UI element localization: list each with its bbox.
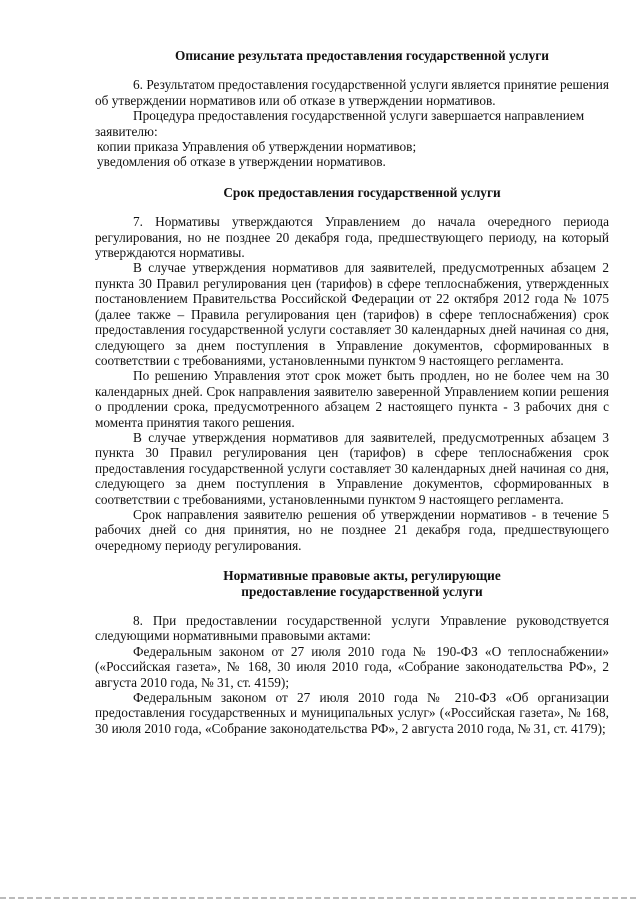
section-heading-term: Срок предоставления государственной услуги	[223, 184, 501, 200]
paragraph: Срок направления заявителю решения об утверждении нормативов - в течение 5 рабочих дней со дня принятия, но не позднее 21 декабря года, предшествующего очередному периоду регулирования.	[95, 506, 609, 553]
list-item: копии приказа Управления об утверждении нормативов;	[97, 139, 417, 155]
list-item: уведомления об отказе в утверждении нормативов.	[97, 154, 386, 170]
section-heading-acts-line2: предоставление государственной услуги	[241, 583, 483, 599]
paragraph: В случае утверждения нормативов для заявителей, предусмотренных абзацем 3 пункта 30 Правил регулирования цен (тарифов) в сфере теплоснабжения срок предоставления государственной услуги составляет 30 календарных дней начиная со дня, следующего за днем поступления в Управление документов, сформированных в соответствии с требованиями, установленными пунктом 9 настоящего регламента.	[95, 429, 609, 507]
paragraph: 7. Нормативы утверждаются Управлением до начала очередного периода регулирования, но не позднее 20 декабря года, предшествующего периоду, на который утверждаются нормативы.	[95, 214, 609, 261]
paragraph: Процедура предоставления государственной услуги завершается направлением заявителю:	[95, 108, 585, 139]
section-heading-acts	[95, 568, 609, 599]
paragraph: По решению Управления этот срок может быть продлен, но не более чем на 30 календарных дней. Срок направления заявителю заверенной Управлением копии решения о продлении срока, предусмотренного абзацем 2 настоящего пункта - 3 рабочих дня с момента принятия такого решения.	[95, 368, 609, 430]
scan-edge-line	[0, 897, 639, 899]
paragraph: 6. Результатом предоставления государственной услуги является принятие решения об утверждении нормативов или об отказе в утверждении нормативов.	[95, 77, 609, 108]
section-heading-acts-line1: Нормативные правовые акты, регулирующие	[223, 568, 501, 584]
paragraph: Федеральным законом от 27 июля 2010 года № 210-ФЗ «Об организации предоставления государственных и муниципальных услуг» («Российская газета», № 168, 30 июля 2010 года, «Собрание законодательства РФ», 2 августа 2010 года, № 31, ст. 4179);	[95, 690, 609, 736]
section-heading-result: Описание результата предоставления государственной услуги	[175, 48, 549, 63]
paragraph: 8. При предоставлении государственной услуги Управление руководствуется следующими нормативными правовыми актами:	[95, 613, 609, 644]
paragraph: Федеральным законом от 27 июля 2010 года № 190-ФЗ «О теплоснабжении» («Российская газета», № 168, 30 июля 2010 года, «Собрание законодательства РФ», 2 августа 2010 года, № 31, ст. 4159);	[95, 643, 609, 690]
paragraph: В случае утверждения нормативов для заявителей, предусмотренных абзацем 2 пункта 30 Правил регулирования цен (тарифов) в сфере теплоснабжения, утвержденных постановлением Правительства Российской Федерации от 22 октября 2012 года № 1075 (далее также – Правила регулирования цен (тарифов) в сфере теплоснабжения) срок предоставления государственной услуги составляет 30 календарных дней начиная со дня, следующего за днем поступления в Управление документов, сформированных в соответствии с требованиями, установленными пунктом 9 настоящего регламента.	[95, 260, 609, 368]
